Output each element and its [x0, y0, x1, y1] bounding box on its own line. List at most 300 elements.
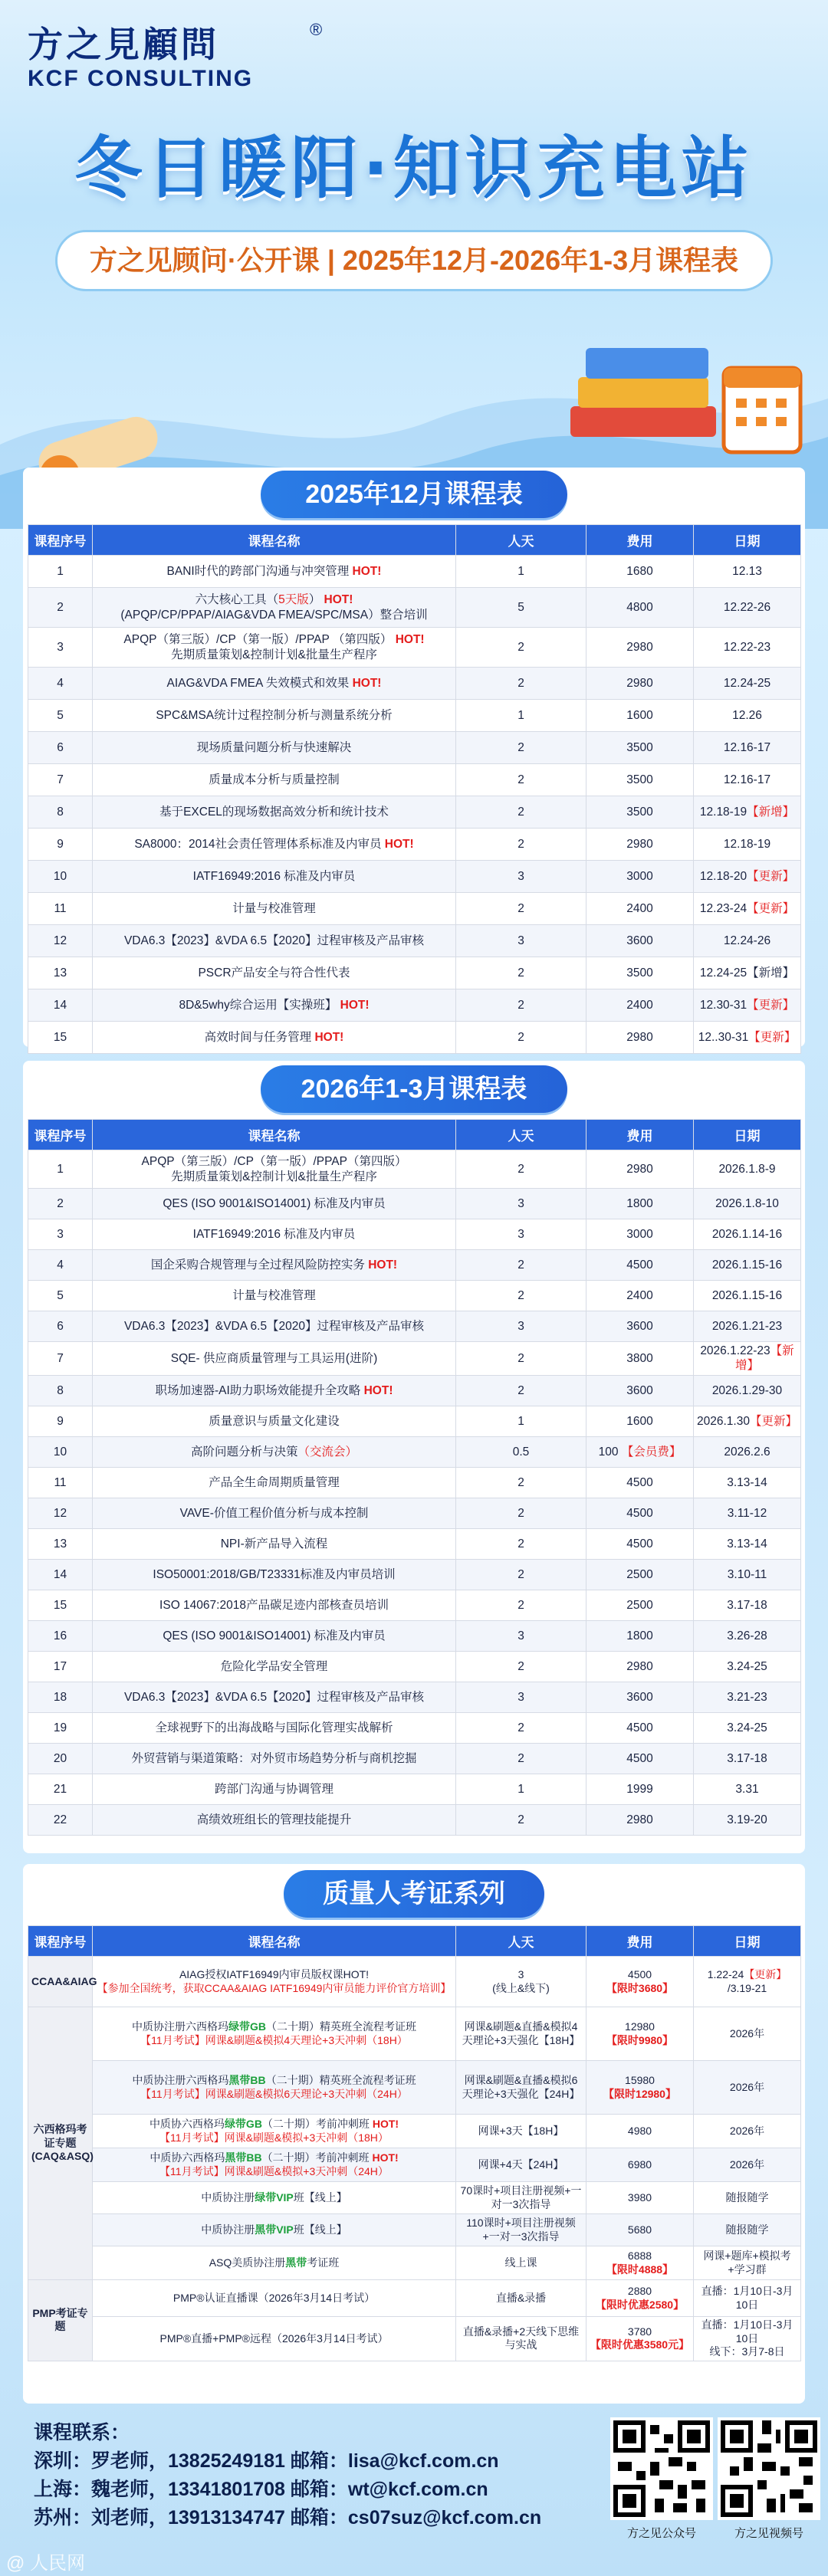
- course-name-tag: 5天版: [278, 593, 309, 607]
- course-date: [694, 1957, 801, 2007]
- col-name: 课程名称: [93, 525, 456, 556]
- course-fee: [586, 1712, 694, 1743]
- course-date: [694, 1150, 801, 1189]
- hot-badge: HOT!: [372, 2118, 399, 2130]
- date-value: 12.13: [732, 564, 762, 578]
- course-name: [93, 1281, 456, 1311]
- table-row: [28, 668, 801, 700]
- fee-value: 4500: [626, 1751, 653, 1765]
- course-fee: [586, 1620, 694, 1651]
- fee-value: 4500: [626, 1258, 653, 1272]
- date-value: 12.22-23: [723, 640, 771, 654]
- course-name-text: 计量与校准管理: [232, 1288, 316, 1302]
- course-name-text: QES (ISO 9001&ISO14001) 标准及内审员: [163, 1196, 386, 1210]
- course-no: 17: [28, 1651, 93, 1682]
- fee-value: 3600: [626, 934, 653, 947]
- contact-shenzhen[interactable]: 深圳：罗老师，13825249181 邮箱：lisa@kcf.com.cn: [34, 2450, 499, 2472]
- col-fee: 费用: [586, 525, 694, 556]
- course-name: [93, 989, 456, 1022]
- course-fee: [586, 1682, 694, 1712]
- belt-label: 黑带BB: [225, 2151, 262, 2164]
- date-value: 3.31: [735, 1782, 759, 1796]
- course-name: [93, 2182, 456, 2214]
- course-name-text: IATF16949:2016 标准及内审员: [192, 869, 356, 883]
- course-name-text: 全球视野下的出海战略与国际化管理实战解析: [155, 1721, 393, 1734]
- fee-value: 3000: [626, 1227, 653, 1241]
- course-date: [694, 1498, 801, 1528]
- course-date: [694, 893, 801, 925]
- course-days: 110课时+项目注册视频+一对一3次指导: [456, 2214, 586, 2246]
- course-days: 3: [456, 1311, 586, 1342]
- course-days: 1: [456, 556, 586, 588]
- fee-value: 3500: [626, 773, 653, 786]
- course-days: 5: [456, 588, 586, 628]
- date-value: 2026.1.8-9: [718, 1162, 776, 1176]
- date-value: 3.13-14: [727, 1537, 767, 1551]
- course-name-text: 跨部门沟通与协调管理: [214, 1782, 334, 1796]
- course-name-text: ISO50001:2018/GB/T23331标准及内审员培训: [153, 1567, 396, 1581]
- course-name: [93, 732, 456, 764]
- course-name: [93, 861, 456, 893]
- date-value: 2026.1.14-16: [711, 1227, 783, 1241]
- fee-value: 2980: [626, 640, 653, 654]
- course-fee: [586, 957, 694, 989]
- course-days: 2: [456, 1712, 586, 1743]
- course-name-text: 中质协注册: [201, 2190, 255, 2204]
- course-name-text: 考证班: [307, 2256, 340, 2269]
- course-no: 2: [28, 1189, 93, 1219]
- table-row: [28, 700, 801, 732]
- course-no: 5: [28, 700, 93, 732]
- course-date: [694, 1250, 801, 1281]
- table-row: [28, 1804, 801, 1835]
- course-date: [694, 764, 801, 796]
- headline: 冬日暖阳·知识充电站: [74, 129, 754, 208]
- table-row: [28, 1022, 801, 1054]
- hot-badge: HOT!: [324, 593, 353, 607]
- date-value: 3.11-12: [727, 1506, 767, 1520]
- course-date: [694, 1219, 801, 1250]
- cert-title: 质量人考证系列: [284, 1870, 544, 1918]
- course-date: [694, 829, 801, 861]
- course-date: 2026年: [694, 2148, 801, 2182]
- table-row: [28, 1342, 801, 1376]
- dec-table: [28, 524, 801, 1054]
- course-name: [93, 700, 456, 732]
- course-name-text: 中质协六西格玛: [150, 2151, 225, 2164]
- table-row: [28, 1528, 801, 1559]
- course-name-text: 班【线上】: [293, 2223, 347, 2236]
- course-days: 2: [456, 1590, 586, 1620]
- hot-badge: HOT!: [314, 1030, 344, 1044]
- brand-logo: [28, 17, 323, 92]
- course-no: 4: [28, 668, 93, 700]
- course-no: 15: [28, 1590, 93, 1620]
- fee-value: 100: [598, 1445, 619, 1459]
- col-date: 日期: [694, 1120, 801, 1150]
- table-row: [28, 764, 801, 796]
- fee-value: 2500: [626, 1567, 653, 1581]
- date-value: 12..30-31: [698, 1030, 749, 1044]
- course-days: 2: [456, 989, 586, 1022]
- table-row: [28, 1590, 801, 1620]
- qr-code-icon[interactable]: [610, 2417, 713, 2520]
- col-name: 课程名称: [93, 1926, 456, 1957]
- fee-value: 4500: [626, 1721, 653, 1734]
- course-name-text: ISO 14067:2018产品碳足迹内部核查员培训: [159, 1598, 389, 1612]
- course-name: [93, 1559, 456, 1590]
- course-no: 16: [28, 1620, 93, 1651]
- course-name-text: ASQ美质协注册: [209, 2256, 286, 2269]
- belt-label: 黑带BB: [228, 2074, 266, 2086]
- course-fee: [586, 668, 694, 700]
- course-no: 2: [28, 588, 93, 628]
- hot-badge: HOT!: [384, 837, 414, 851]
- course-name: [93, 2148, 456, 2182]
- course-name: [93, 1406, 456, 1436]
- course-days: 2: [456, 957, 586, 989]
- course-fee: [586, 829, 694, 861]
- fee-value: 2980: [626, 1813, 653, 1826]
- course-no: 19: [28, 1712, 93, 1743]
- hot-badge: HOT!: [372, 2151, 399, 2164]
- date-tag: 【更新】: [744, 1968, 787, 1980]
- course-days: 3: [456, 1219, 586, 1250]
- course-date: 2026年: [694, 2007, 801, 2061]
- course-name-text: （二十期）考前冲刺班: [261, 2118, 370, 2130]
- fee-value: 12980: [625, 2020, 655, 2033]
- fee-tag: 【限时优惠3580元】: [590, 2338, 690, 2351]
- fee-value: 5680: [627, 2223, 652, 2236]
- subtitle-pill: 方之见顾问·公开课 | 2025年12月-2026年1-3月课程表: [55, 230, 773, 291]
- course-name: [93, 2115, 456, 2148]
- course-date: 网课+题库+模拟考+学习群: [694, 2246, 801, 2280]
- course-no: 8: [28, 1375, 93, 1406]
- course-name-text: 中质协注册六西格玛: [132, 2074, 229, 2086]
- fee-value: 1600: [626, 708, 653, 722]
- qr-code-icon[interactable]: [718, 2417, 820, 2520]
- course-date: 随报随学: [694, 2214, 801, 2246]
- course-name: [93, 1375, 456, 1406]
- course-no: 12: [28, 1498, 93, 1528]
- date-tag: 【更新】: [747, 869, 795, 883]
- course-fee: [586, 989, 694, 1022]
- course-name-line2: 先期质量策划&控制计划&批量生产程序: [171, 648, 377, 661]
- course-name: [93, 1651, 456, 1682]
- col-fee: 费用: [586, 1120, 694, 1150]
- course-name-text: SQE- 供应商质量管理与工具运用(进阶): [170, 1351, 378, 1365]
- course-name-text: 班【线上】: [293, 2190, 347, 2204]
- course-no: 14: [28, 1559, 93, 1590]
- course-days: 网课&刷题&直播&模拟6天理论+3天强化【24H】: [456, 2061, 586, 2115]
- col-days: 人天: [456, 1120, 586, 1150]
- course-name-text: 现场质量问题分析与快速解决: [196, 740, 352, 754]
- date-value: 3.24-25: [727, 1659, 767, 1673]
- table-row: [28, 1375, 801, 1406]
- course-fee: [586, 1559, 694, 1590]
- date-value: 12.18-20: [699, 869, 748, 883]
- course-name: [93, 764, 456, 796]
- course-fee: [586, 764, 694, 796]
- course-no: 7: [28, 1342, 93, 1376]
- course-days: 2: [456, 1528, 586, 1559]
- table-row: [28, 1219, 801, 1250]
- course-name: [93, 1957, 456, 2007]
- course-fee: [586, 1774, 694, 1804]
- course-date: [694, 1651, 801, 1682]
- course-fee: [586, 556, 694, 588]
- date-value: 12.26: [732, 708, 762, 722]
- course-name-text: 高绩效班组长的管理技能提升: [196, 1813, 352, 1826]
- fee-value: 2980: [626, 676, 653, 690]
- table-row: [28, 1436, 801, 1467]
- course-no: 9: [28, 1406, 93, 1436]
- table-row: [28, 2214, 801, 2246]
- col-fee: 费用: [586, 1926, 694, 1957]
- course-fee: [586, 1804, 694, 1835]
- course-note: 【11月考试】网课&刷题&模拟4天理论+3天冲刺（18H）: [140, 2033, 408, 2046]
- course-fee: [586, 588, 694, 628]
- course-name: [93, 1342, 456, 1376]
- fee-value: 2980: [626, 1162, 653, 1176]
- course-date: [694, 700, 801, 732]
- course-date: [694, 1559, 801, 1590]
- course-name: [93, 1712, 456, 1743]
- course-fee: [586, 2148, 694, 2182]
- col-days: 人天: [456, 525, 586, 556]
- fee-tag: 【会员费】: [621, 1445, 682, 1459]
- course-date: 2026年: [694, 2061, 801, 2115]
- table-row: [28, 1498, 801, 1528]
- course-date: [694, 1022, 801, 1054]
- course-name: [93, 1774, 456, 1804]
- brand-cn: 方之見顧問: [28, 24, 219, 65]
- course-days: 2: [456, 1250, 586, 1281]
- course-no: 3: [28, 1219, 93, 1250]
- course-days: [456, 1957, 586, 2007]
- course-days: 3: [456, 1620, 586, 1651]
- course-no: 6: [28, 1311, 93, 1342]
- course-fee: [586, 628, 694, 668]
- date-value: 12.23-24: [699, 901, 748, 915]
- course-name-text: VDA6.3【2023】&VDA 6.5【2020】过程审核及产品审核: [123, 934, 425, 947]
- fee-value: 2880: [627, 2285, 652, 2297]
- date-value: 12.22-26: [723, 600, 771, 614]
- table-row: [28, 2246, 801, 2280]
- date-value: 2026.2.6: [724, 1445, 770, 1459]
- table-row: [28, 1311, 801, 1342]
- contact-title: 课程联系：: [34, 2422, 130, 2443]
- course-days: 2: [456, 829, 586, 861]
- course-name-text: NPI-新产品导入流程: [220, 1537, 328, 1551]
- course-name: [93, 2007, 456, 2061]
- hot-badge: HOT!: [340, 998, 370, 1012]
- course-fee: [586, 1150, 694, 1189]
- course-name: [93, 1804, 456, 1835]
- course-name: [93, 1150, 456, 1189]
- course-days: 2: [456, 1150, 586, 1189]
- course-days: 2: [456, 764, 586, 796]
- course-date: [694, 1774, 801, 1804]
- course-name-text: 产品全生命周期质量管理: [209, 1475, 340, 1489]
- course-fee: [586, 1189, 694, 1219]
- course-days: 网课&刷题&直播&模拟4天理论+3天强化【18H】: [456, 2007, 586, 2061]
- hot-badge: HOT!: [352, 564, 382, 578]
- course-name-text: QES (ISO 9001&ISO14001) 标准及内审员: [163, 1629, 386, 1642]
- date-value: 3.17-18: [727, 1598, 767, 1612]
- course-name-text: SPC&MSA统计过程控制分析与测量系统分析: [156, 708, 393, 722]
- books-calendar-icon: [555, 322, 816, 483]
- date-value: 12.30-31: [699, 998, 748, 1012]
- course-no: 1: [28, 556, 93, 588]
- table-row: [28, 2280, 801, 2317]
- fee-value: 2400: [626, 1288, 653, 1302]
- course-name-text: SA8000：2014社会责任管理体系标准及内审员: [134, 837, 382, 851]
- course-days: 2: [456, 1467, 586, 1498]
- course-name: [93, 893, 456, 925]
- course-name-text: 六大核心工具（: [195, 593, 279, 607]
- table-row: [28, 2317, 801, 2361]
- course-no: 13: [28, 957, 93, 989]
- course-days: 2: [456, 1804, 586, 1835]
- date-value: 直播：1月10日-3月10日: [701, 2285, 794, 2311]
- course-note: 【11月考试】网课&刷题&模拟6天理论+3天冲刺（24H）: [140, 2087, 408, 2100]
- course-days: 2: [456, 1743, 586, 1774]
- q1-title: 2026年1-3月课程表: [261, 1065, 567, 1113]
- fee-value: 2500: [626, 1598, 653, 1612]
- fee-value: 4500: [626, 1475, 653, 1489]
- course-days: 2: [456, 732, 586, 764]
- date-value: 1.22-24: [707, 1968, 744, 1980]
- course-no: 4: [28, 1250, 93, 1281]
- date-value: 12.24-25: [723, 676, 771, 690]
- course-days: 2: [456, 1651, 586, 1682]
- course-no: 3: [28, 628, 93, 668]
- course-days: 2: [456, 1281, 586, 1311]
- course-name-text: VDA6.3【2023】&VDA 6.5【2020】过程审核及产品审核: [123, 1319, 425, 1333]
- table-row: [28, 1774, 801, 1804]
- fee-value: 1600: [626, 1414, 653, 1428]
- course-name: [93, 1528, 456, 1559]
- course-days: 2: [456, 796, 586, 829]
- fee-value: 4800: [626, 600, 653, 614]
- registered-mark: ®: [310, 20, 323, 39]
- table-row: [28, 2182, 801, 2214]
- course-date: [694, 668, 801, 700]
- fee-value: 1800: [626, 1629, 653, 1642]
- fee-value: 2980: [626, 837, 653, 851]
- date-value: 2026.1.15-16: [711, 1258, 783, 1272]
- hot-badge: HOT!: [352, 676, 382, 690]
- contact-block: [34, 2419, 616, 2532]
- table-row: [28, 1189, 801, 1219]
- course-name-text: AIAG&VDA FMEA 失效模式和效果: [166, 676, 350, 690]
- table-row: [28, 732, 801, 764]
- course-date: [694, 1682, 801, 1712]
- table-row: [28, 1281, 801, 1311]
- course-days: 网课+3天【18H】: [456, 2115, 586, 2148]
- course-name-text: 中质协注册: [201, 2223, 255, 2236]
- date-value: 12.16-17: [723, 740, 771, 754]
- course-days: 1: [456, 1406, 586, 1436]
- date-value: 线下：3月7-8日: [709, 2345, 785, 2358]
- hot-badge: HOT!: [363, 1383, 393, 1397]
- date-value: 12.18-19: [723, 837, 771, 851]
- course-name: [93, 1467, 456, 1498]
- fee-tag: 【限时优惠2580】: [595, 2298, 685, 2311]
- course-fee: [586, 1528, 694, 1559]
- date-value: 2026.1.15-16: [711, 1288, 783, 1302]
- course-fee: [586, 700, 694, 732]
- course-days: 1: [456, 1774, 586, 1804]
- course-no: 20: [28, 1743, 93, 1774]
- contact-shanghai[interactable]: 上海：魏老师，13341801708 邮箱：wt@kcf.com.cn: [34, 2479, 488, 2500]
- course-fee: [586, 1498, 694, 1528]
- table-row: [28, 861, 801, 893]
- course-no: 1: [28, 1150, 93, 1189]
- course-name-text: 职场加速器-AI助力职场效能提升全攻略: [155, 1383, 361, 1397]
- course-date: [694, 1342, 801, 1376]
- cert-category: PMP考证专题: [28, 2280, 93, 2361]
- course-name: [93, 925, 456, 957]
- date-value: 2026.1.22-23: [700, 1344, 770, 1357]
- course-no: 10: [28, 1436, 93, 1467]
- course-no: 5: [28, 1281, 93, 1311]
- table-row: [28, 556, 801, 588]
- table-row: [28, 1406, 801, 1436]
- course-days: 3: [456, 861, 586, 893]
- date-value: 12.24-26: [723, 934, 771, 947]
- dec-title: 2025年12月课程表: [261, 471, 567, 518]
- course-days: 线上课: [456, 2246, 586, 2280]
- course-no: 11: [28, 893, 93, 925]
- belt-label: 黑带VIP: [255, 2223, 294, 2236]
- course-fee: [586, 1406, 694, 1436]
- table-row: [28, 1682, 801, 1712]
- course-date: [694, 1189, 801, 1219]
- table-row: [28, 1957, 801, 2007]
- fee-value: 4500: [626, 1506, 653, 1520]
- date-value: 12.18-19: [699, 805, 748, 819]
- fee-value: 6980: [627, 2158, 652, 2171]
- course-note: 【11月考试】网课&刷题&模拟+3天冲刺（18H）: [159, 2131, 389, 2144]
- table-row: [28, 588, 801, 628]
- course-name: [93, 1498, 456, 1528]
- course-days: 0.5: [456, 1436, 586, 1467]
- belt-label: 黑带: [285, 2256, 307, 2269]
- cert-category: 六西格玛考证专题(CAQ&ASQ): [28, 2007, 93, 2280]
- course-name: [93, 829, 456, 861]
- date-value: 2026.1.8-10: [715, 1196, 779, 1210]
- course-days: 2: [456, 628, 586, 668]
- course-fee: [586, 2214, 694, 2246]
- course-no: 11: [28, 1467, 93, 1498]
- course-note: 【11月考试】网课&刷题&模拟+3天冲刺（24H）: [159, 2164, 389, 2177]
- course-name-text: PSCR产品安全与符合性代表: [198, 966, 350, 980]
- date-value: 12.24-25: [699, 966, 748, 980]
- course-date: [694, 1467, 801, 1498]
- date-tag: 【新增】: [734, 1344, 794, 1373]
- col-no: 课程序号: [28, 1926, 93, 1957]
- col-days: 人天: [456, 1926, 586, 1957]
- course-date: [694, 796, 801, 829]
- fee-value: 1800: [626, 1196, 653, 1210]
- course-name-text: 基于EXCEL的现场数据高效分析和统计技术: [159, 805, 389, 819]
- course-date: 随报随学: [694, 2182, 801, 2214]
- contact-suzhou[interactable]: 苏州：刘老师，13913134747 邮箱：cs07suz@kcf.com.cn: [34, 2507, 542, 2528]
- course-days: 3: [456, 925, 586, 957]
- table-row: [28, 1559, 801, 1590]
